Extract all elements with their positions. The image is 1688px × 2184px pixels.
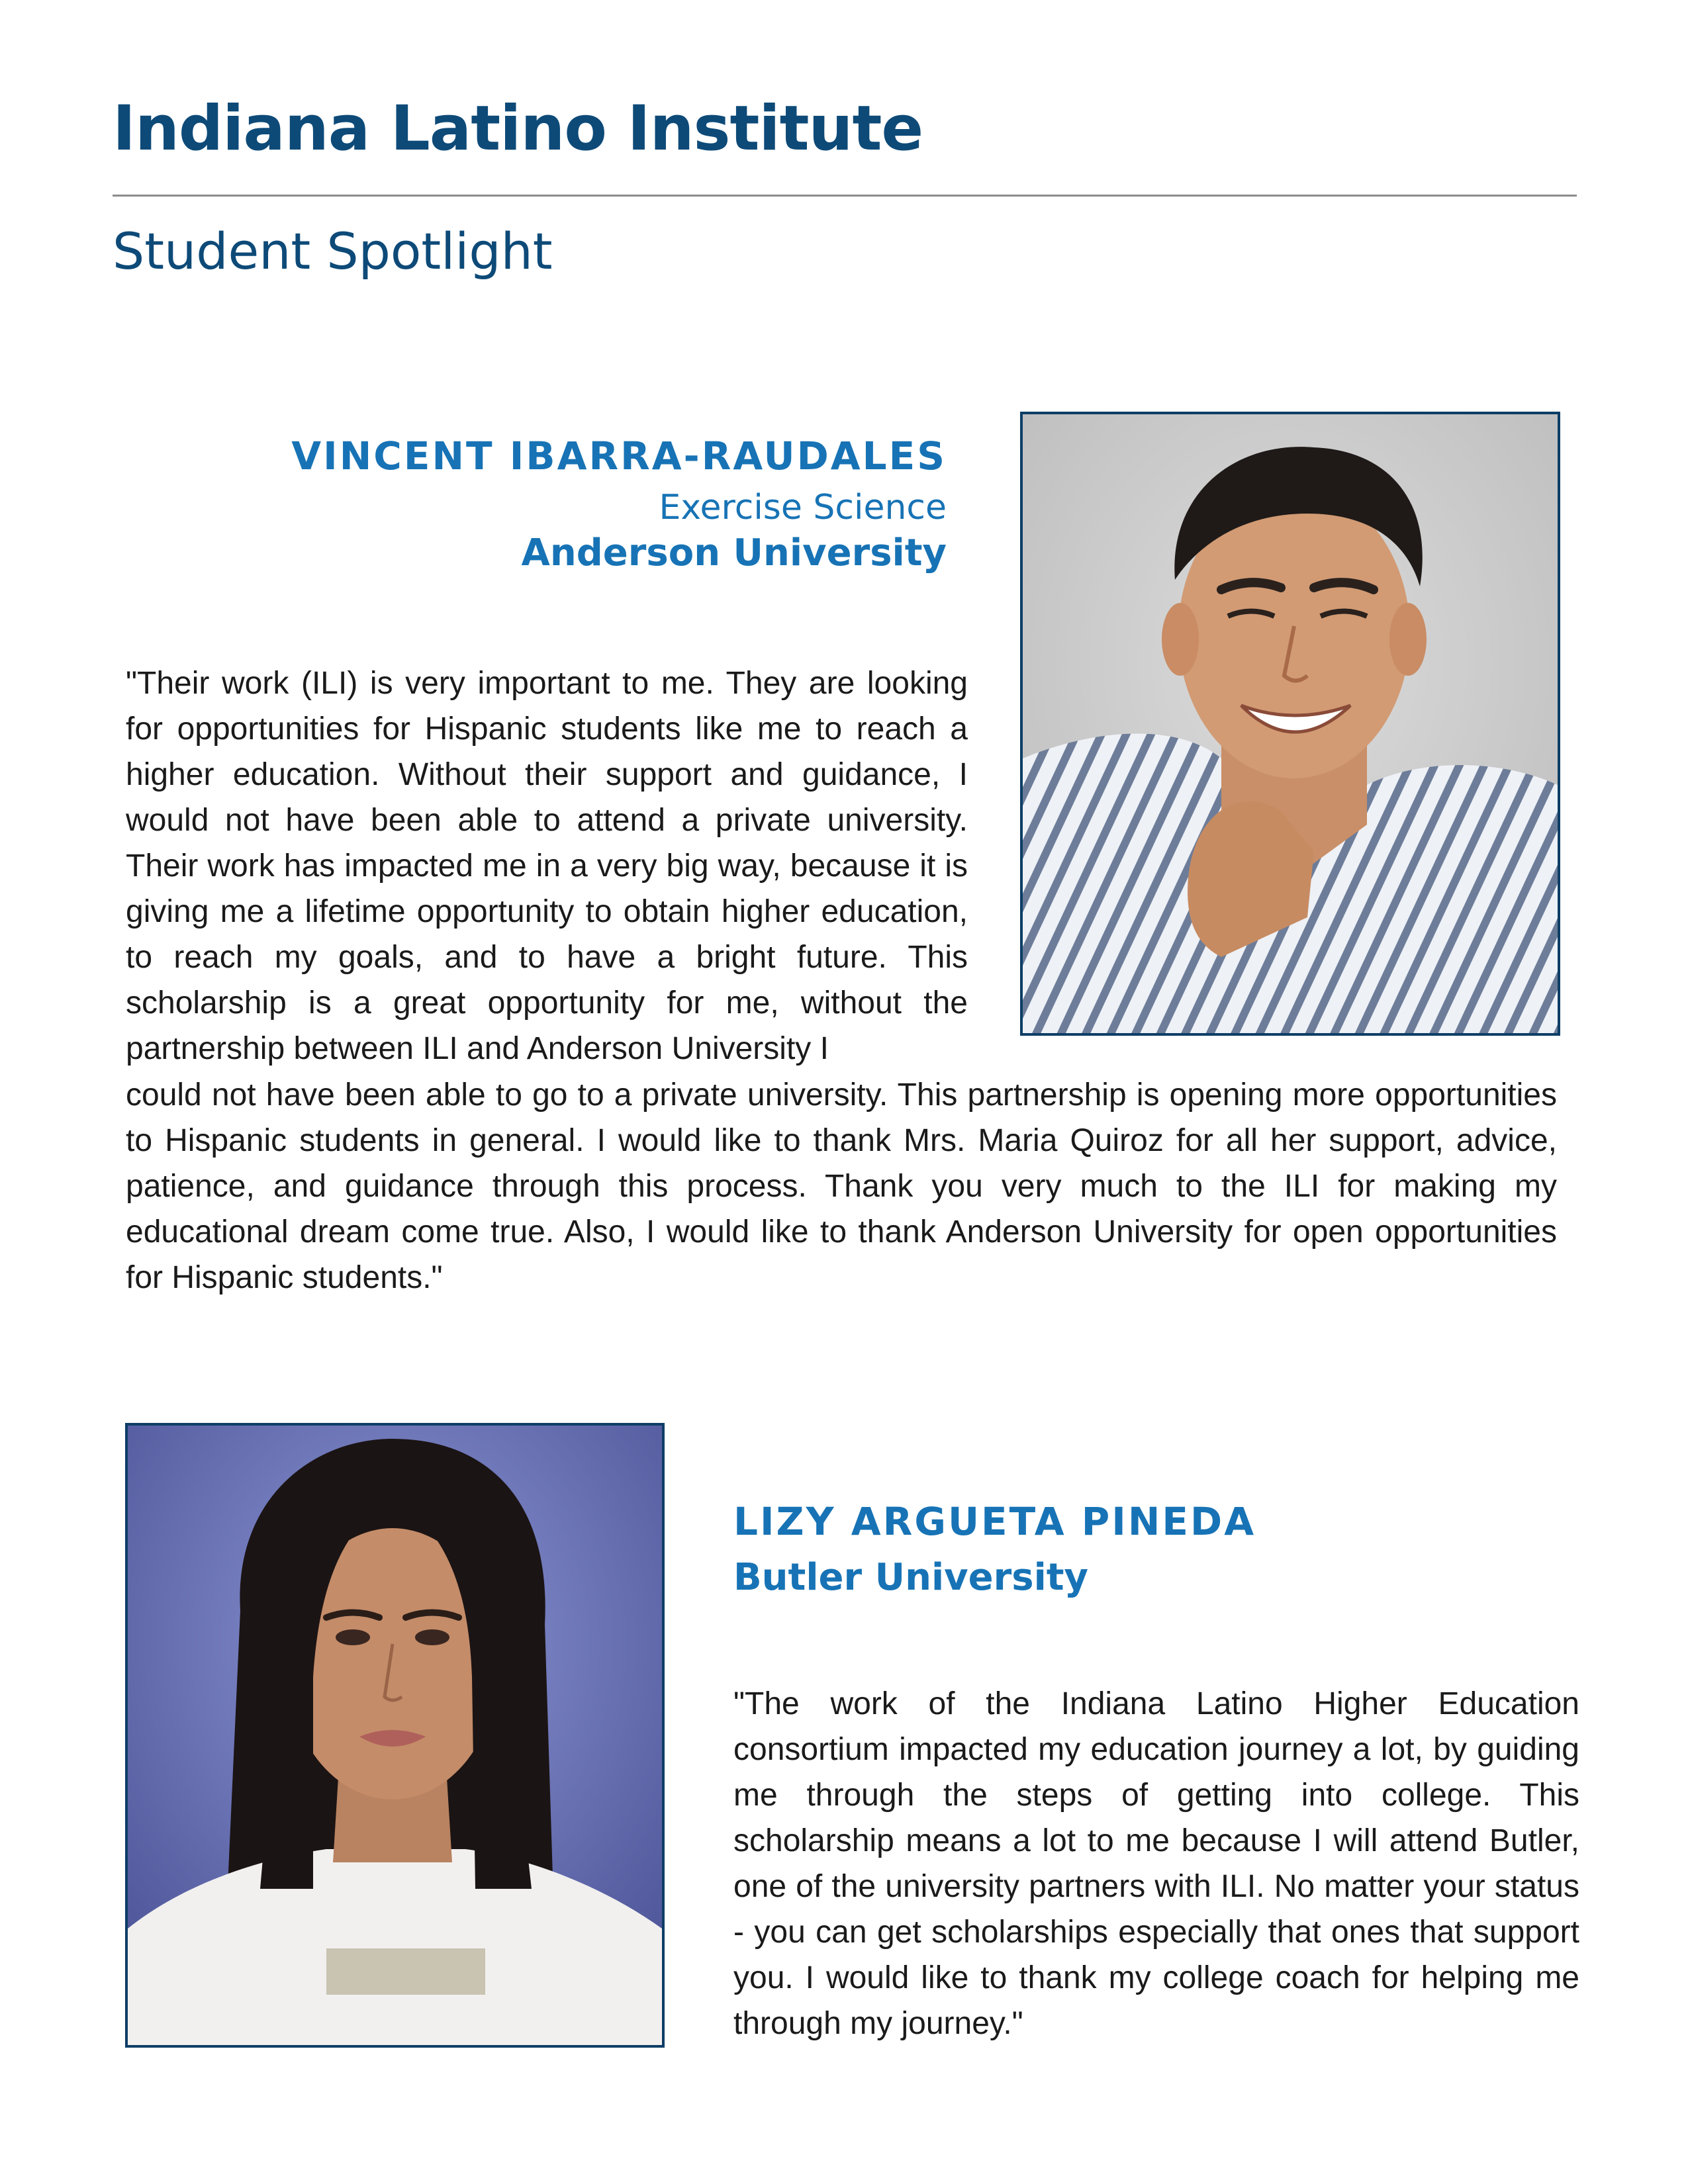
student-2-name: LIZY ARGUETA PINEDA (733, 1499, 1256, 1544)
student-1-quote-part-2: could not have been able to go to a private university. This partnership is opening more opportunities to Hispanic students in general. I would like to thank Mrs. Maria Quiroz for all her support, advice, patience, and guidance through this process. Thank you very much to the ILI for making my educational dream come true. Also, I would like to thank Anderson University for open opportunities for Hispanic students." (126, 1077, 1557, 1295)
section-title: Student Spotlight (113, 222, 553, 281)
portrait-photo-icon (1023, 414, 1558, 1033)
portrait-photo-icon (128, 1426, 662, 2045)
student-2-quote: "The work of the Indiana Latino Higher Education consortium impacted my education journey a lot, by guiding me through the steps of getting into college. This scholarship means a lot to me because I will attend Butler, one of the university partners with ILI. No matter your status - you can get scholarships especially that ones that support you. I would like to thank my college coach for helping me through my journey." (733, 1686, 1579, 2041)
student-2-header (733, 1499, 1256, 1599)
student-1-school: Anderson University (521, 531, 947, 574)
student-1-quote-part-1: "Their work (ILI) is very important to me. They are looking for opportunities for Hispanic students like me to reach a higher education. Without their support and guidance, I would not have been able to attend a private university. Their work has impacted me in a very big way, because it is giving me a lifetime opportunity to obtain higher education, to reach my goals, and to have a bright future. This scholarship is a great opportunity for me, without the partnership between ILI and Anderson University I (126, 666, 968, 1066)
student-2-school: Butler University (733, 1556, 1089, 1599)
student-1-major: Exercise Science (659, 488, 947, 527)
page-title: Indiana Latino Institute (113, 93, 923, 165)
student-1-name: VINCENT IBARRA-RAUDALES (291, 433, 947, 478)
student-1-header (291, 433, 947, 574)
title-divider (113, 195, 1577, 197)
student-1-photo (1020, 412, 1560, 1036)
student-2-photo (125, 1423, 665, 2048)
